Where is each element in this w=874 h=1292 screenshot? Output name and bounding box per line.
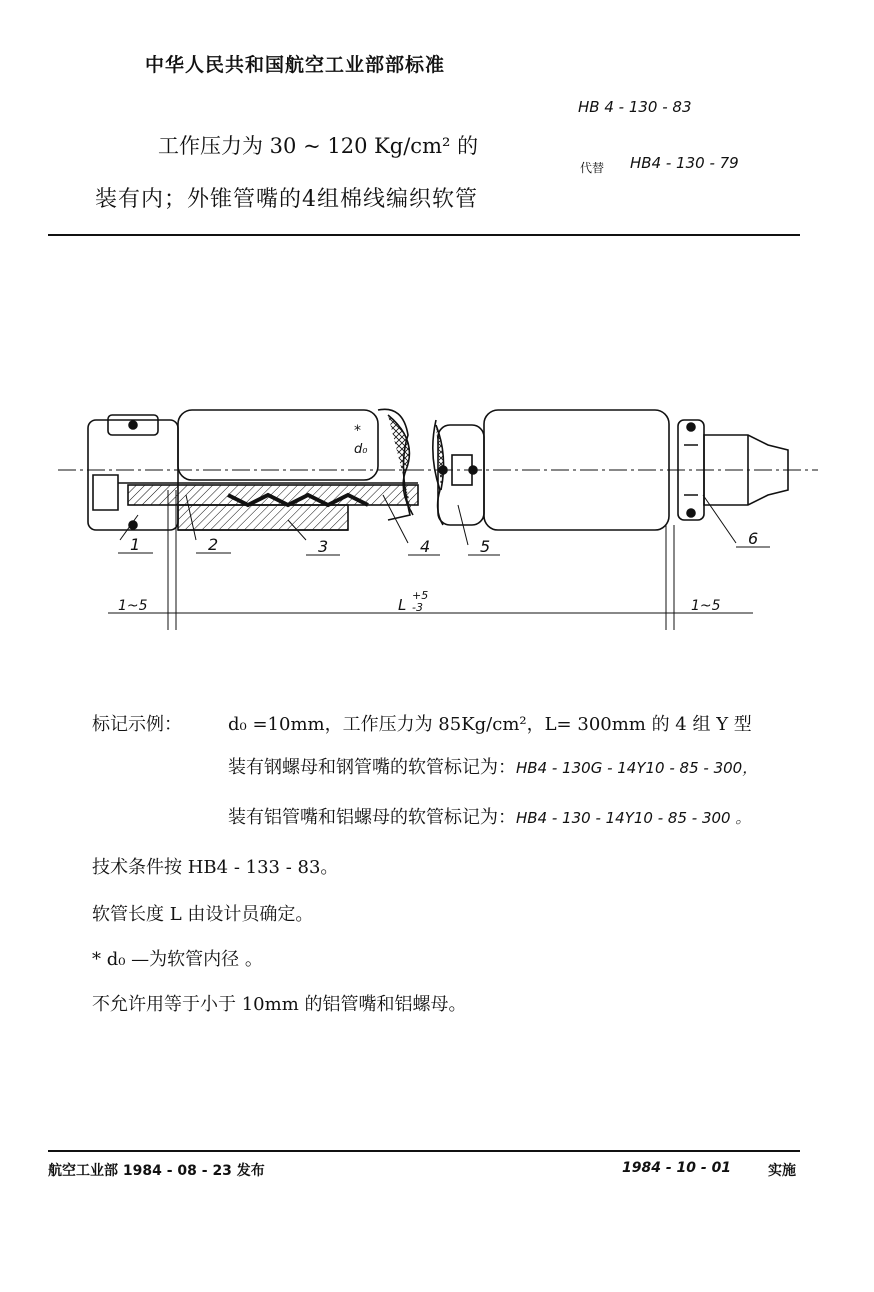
effective-label: 实施 [768, 1163, 796, 1179]
title-line-2: 装有内；外锥管嘴的4组棉线编织软管 [95, 187, 478, 212]
tech-condition-note: 技术条件按 HB4 - 133 - 83。 [92, 857, 339, 878]
issue-date: 航空工业部 1984 - 08 - 23 发布 [48, 1163, 265, 1179]
restriction-note: 不允许用等于小于 10mm 的铝管嘴和铝螺母。 [92, 994, 467, 1015]
footer-rule [48, 1150, 800, 1152]
replaces-label: 代替 [580, 161, 605, 175]
example-line-3 [228, 803, 750, 829]
bore-note: * d₀ —为软管内径 。 [92, 949, 263, 970]
example-line-3-text: 装有铝管嘴和铝螺母的软管标记为： [228, 807, 516, 828]
dim-right: 1~5 [691, 598, 721, 614]
dim-tol-minus: -3 [412, 601, 423, 614]
example-line-2-code: HB4 - 130G - 14Y10 - 85 - 300， [516, 759, 758, 777]
part-label-1: 1 [130, 535, 141, 554]
example-line-1: d₀ =10mm，工作压力为 85Kg/cm²，L= 300mm 的 4 组 Y 型 [228, 714, 752, 735]
example-line-3-code: HB4 - 130 - 14Y10 - 85 - 300 。 [516, 809, 751, 827]
issuing-organization: 中华人民共和国航空工业部部标准 [145, 54, 446, 76]
part-label-3: 3 [318, 537, 329, 556]
part-label-2: 2 [208, 535, 219, 554]
bore-star: * [354, 423, 361, 439]
part-label-6: 6 [748, 529, 759, 548]
part-label-5: 5 [480, 537, 491, 556]
hose-clamp [438, 425, 484, 525]
dim-left: 1~5 [118, 598, 148, 614]
dim-length: L [398, 596, 407, 614]
replaces-code: HB4 - 130 - 79 [630, 154, 739, 172]
effective-date: 1984 - 10 - 01 [622, 1160, 732, 1176]
dim-tol-plus: +5 [412, 589, 429, 602]
standard-code: HB 4 - 130 - 83 [578, 98, 692, 116]
hose-assembly-drawing [48, 395, 828, 635]
title-line-1: 工作压力为 30 ~ 120 Kg/cm² 的 [158, 134, 479, 158]
bore-d0-label: d₀ [354, 442, 368, 457]
part-label-4: 4 [420, 537, 431, 556]
header-rule [48, 234, 800, 236]
length-note: 软管长度 L 由设计员确定。 [92, 904, 314, 925]
example-line-2 [228, 753, 757, 779]
example-line-2-text: 装有钢螺母和钢管嘴的软管标记为： [228, 757, 516, 778]
example-label: 标记示例： [92, 714, 182, 735]
